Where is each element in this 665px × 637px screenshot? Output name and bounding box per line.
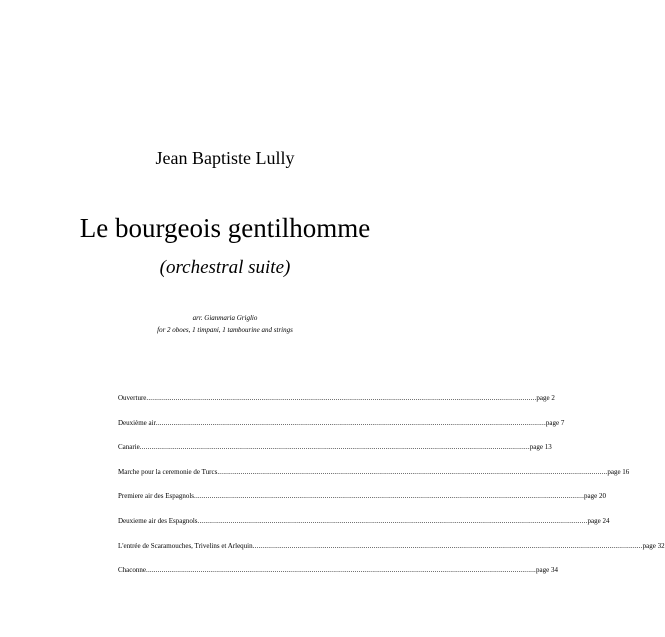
toc-entry-name: Deuxieme air des Espagnols [118,516,198,525]
toc-entry-page: page 24 [587,516,610,525]
toc-leader-dots: ........................................................................................................................................................................................................ [146,394,537,402]
toc-row [118,467,630,477]
toc-entry-name: L'entrée de Scaramouches, Trivelins et Arlequin [118,541,253,550]
toc-row [118,566,558,575]
toc-leader-dots: ........................................................................................................................................................................................................ [252,541,643,550]
toc-entry-name: Canarie [118,443,140,452]
toc-entry-name: Deuxième air [118,418,156,427]
toc-entry-page: page 16 [607,467,630,476]
toc-leader-dots: ........................................................................................................................................................................................................ [155,418,546,427]
toc-entry-name: Marche pour la ceremonie de Turcs [118,467,218,476]
toc-leader-dots: ........................................................................................................................................................................................................ [194,492,585,501]
work-subtitle: (orchestral suite) [159,257,291,278]
toc-entry-page: page 7 [545,418,565,427]
toc-entry-page: page 2 [536,394,555,402]
toc-leader-dots: ........................................................................................................................................................................................................ [197,516,588,525]
toc-row [118,492,606,501]
toc-entry-name: Chaconne [118,566,146,575]
toc-entry-page: page 32 [642,541,665,550]
work-title: Le bourgeois gentilhomme [79,213,371,243]
toc-leader-dots: ........................................................................................................................................................................................................ [146,566,536,575]
toc-leader-dots: ........................................................................................................................................................................................................ [139,443,530,452]
table-of-contents [118,394,665,591]
composer-name: Jean Baptiste Lully [155,148,295,168]
toc-row [118,541,665,551]
toc-entry-page: page 20 [584,492,606,501]
toc-row [118,394,555,403]
toc-entry-name: Ouverture [118,394,147,402]
toc-row [118,418,565,428]
toc-row [118,516,610,526]
arranger-credit: arr. Gianmaria Griglio [192,314,258,322]
toc-entry-page: page 34 [536,566,558,575]
toc-row [118,443,552,452]
instrumentation-line: for 2 oboes, 1 timpani, 1 tambourine and strings [157,326,293,334]
toc-entry-page: page 13 [529,443,552,452]
toc-entry-name: Premiere air des Espagnols [118,492,195,501]
toc-leader-dots: ........................................................................................................................................................................................................ [217,467,608,476]
